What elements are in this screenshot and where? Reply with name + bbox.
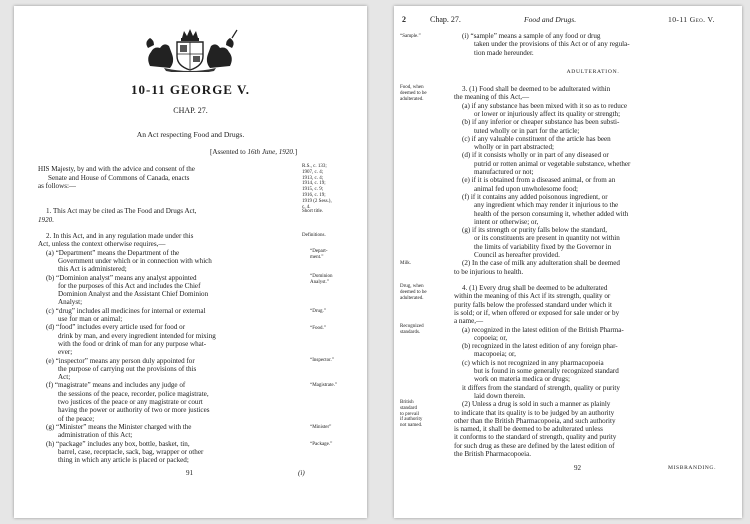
page-91	[14, 6, 367, 518]
s3-line: (e) if it is obtained from a diseased animal, or from an	[462, 176, 616, 185]
s3-line: tuted wholly or in part for the article;	[474, 126, 580, 135]
enacting-line-1: HIS Majesty, by and with the advice and consent of the	[38, 165, 195, 173]
s3-line: health of the person consuming it, whether added with	[474, 209, 629, 218]
s3-line: intent or otherwise; or,	[474, 217, 539, 226]
s2-line: ever;	[58, 348, 73, 357]
s3-line: (a) if any substance has been mixed with it so as to reduce	[462, 101, 628, 110]
s2-line: (b) “Dominion analyst” means any analyst appointed	[46, 273, 197, 282]
s2-line: (e) “inspector” means any person duly appointed for	[46, 356, 195, 365]
s4-line: copoeia; or,	[474, 333, 508, 342]
s2-line: having the power or authority of two or more justices	[58, 406, 210, 415]
running-regnal-year: 10-11 Geo. V.	[668, 15, 715, 24]
section-1-line-2: 1920.	[38, 215, 54, 224]
s3-line: (f) if it contains any added poisonous ingredient, or	[462, 192, 608, 201]
s2-line: Government under which or in connection with which	[58, 256, 212, 265]
margin-package: “Package.”	[310, 442, 333, 447]
s3-line: or lower or injuriously affect its quality or strength;	[474, 109, 621, 118]
s3-line: wholly or in part abstracted;	[474, 143, 554, 152]
s4-line: a name,—	[454, 317, 484, 326]
s4-line: within the meaning of this Act if its strength, quality or	[454, 292, 611, 301]
margin-food-adulterated: Food, when deemed to be adulterated.	[400, 85, 427, 102]
s2-line: this Act is administered;	[58, 265, 127, 274]
s4-line: purity falls below the professed standard under which it	[454, 300, 612, 309]
margin-drug-adulterated: Drug, when deemed to be adulterated.	[400, 284, 427, 301]
s2-line: (f) “magistrate” means and includes any judge of	[46, 381, 186, 390]
page-number: 91	[186, 469, 194, 477]
margin-british-standard: British standard to prevail if authority not named.	[400, 400, 423, 429]
margin-recognized-standards: Recognized standards.	[400, 324, 424, 335]
margin-milk: Milk.	[400, 261, 411, 266]
s4-line: work on materia medica or drugs;	[474, 375, 570, 384]
running-title: Food and Drugs.	[524, 15, 577, 24]
s4-line: it conforms to the standard of strength, quality and purity	[454, 433, 617, 442]
margin-magistrate: “Magistrate.”	[310, 383, 338, 388]
catchword: MISBRANDING.	[668, 465, 717, 471]
s2-line: the purpose of carrying out the provisions of this	[58, 364, 197, 373]
margin-drug: “Drug.”	[310, 309, 326, 314]
s3-line: Council as hereafter provided.	[474, 251, 560, 259]
running-page-number: 2	[402, 15, 406, 24]
margin-minister: “Minister”	[310, 425, 332, 430]
s2-line: (h) “package” includes any box, bottle, basket, tin,	[46, 439, 190, 448]
s4-line: (b) recognized in the latest edition of any foreign phar-	[462, 342, 618, 351]
s2-line: barrel, case, receptacle, sack, bag, wrapper or other	[58, 447, 204, 456]
s4-line: (c) which is not recognized in any pharmacopoeia	[462, 358, 604, 367]
s3-line: putrid or rotten animal or vegetable substance, whether	[474, 159, 631, 168]
s2-line: Analyst;	[58, 298, 83, 307]
s2-line: 2. In this Act, and in any regulation made under this	[46, 232, 194, 240]
s3-line: (d) if it consists wholly or in part of any diseased or	[462, 151, 609, 160]
s3-line: to be injurious to health.	[454, 267, 524, 276]
s2-line: (a) “Department” means the Department of the	[46, 248, 180, 257]
s4-line: macopoeia; or,	[474, 350, 516, 359]
reign-header: 10-11 GEORGE V.	[131, 82, 250, 97]
margin-sample: “Sample.”	[400, 34, 421, 39]
s4-line: but is found in some generally recognized standard	[474, 367, 619, 375]
s2-line: of the peace;	[58, 414, 95, 423]
statute-references: R.S., c. 133; 1907, c. 4; 1913, c. 4; 1914, c. 19; 1915, c. 9; 1916, c. 19; 1919 (2 Sess.), c. 4.	[302, 164, 332, 210]
s3-line: (b) if any inferior or cheaper substance has been substi-	[462, 118, 620, 127]
s4-line: to indicate that its quality is to be judged by an authority	[454, 408, 615, 417]
page-92	[394, 6, 742, 518]
s4-line: the British Pharmacopoeia.	[454, 450, 532, 458]
s3-line: 3. (1) Food shall be deemed to be adulterated within	[462, 85, 611, 93]
s2-line: for the purposes of this Act and includes the Chief	[58, 281, 201, 290]
s2-line: with the food or drink of man for any purpose what-	[58, 339, 207, 348]
s4-line: is sold; or if, when offered or exposed for sale under or by	[454, 308, 620, 317]
chapter-heading: CHAP. 27.	[173, 106, 208, 115]
s3-line: animal fed upon unwholesome food;	[474, 184, 579, 193]
enacting-line-2: Senate and House of Commons of Canada, enacts	[48, 173, 190, 182]
footer-page-number: 92	[574, 464, 582, 472]
s4-line: (2) Unless a drug is sold in such a manner as plainly	[462, 400, 611, 409]
s2-line: Dominion Analyst and the Assistant Chief Dominion	[58, 290, 209, 299]
s2-line: thing in which any article is placed or packed;	[58, 456, 189, 465]
s2-line: the sessions of the peace, recorder, police magistrate,	[58, 389, 209, 398]
running-chapter: Chap. 27.	[430, 15, 461, 24]
section-1-line-1: 1. This Act may be cited as The Food and Drugs Act,	[46, 207, 197, 215]
s2-line: (c) “drug” includes all medicines for internal or external	[46, 306, 206, 315]
s2-line: Act;	[58, 373, 71, 382]
s4-line: laid down therein.	[474, 391, 526, 400]
s3-line: the limits of variability fixed by the Governor in	[474, 242, 612, 251]
adulteration-heading: ADULTERATION.	[566, 69, 620, 75]
margin-definitions: Definitions.	[302, 233, 326, 238]
royal-coat-of-arms	[142, 28, 238, 72]
s2-line: use for man or animal;	[58, 315, 123, 323]
assent-line: [Assented to 16th June, 1920.]	[210, 148, 298, 156]
sample-line: taken under the provisions of this Act or of any regula-	[474, 40, 630, 49]
s3-line: (c) if any valuable constituent of the article has been	[462, 134, 611, 143]
signature-mark: (i)	[298, 469, 305, 477]
s4-line: it differs from the standard of strength, quality or purity	[462, 383, 620, 392]
s2-line: two justices of the peace or any magistrate or court	[58, 398, 203, 406]
s2-line: Act, unless the context otherwise requires,—	[38, 240, 166, 249]
s2-line: administration of this Act;	[58, 431, 133, 440]
s4-line: other than the British Pharmacopoeia, and such authority	[454, 416, 616, 425]
sample-line: tion made hereunder.	[474, 48, 534, 57]
s4-line: for such drug as these are defined by the latest edition of	[454, 441, 615, 450]
margin-dominion-analyst: “Dominion Analyst.”	[310, 274, 333, 285]
s2-line: drink by man, and every ingredient intended for mixing	[58, 331, 216, 340]
s3-line: or its constituents are present in quantity not within	[474, 234, 620, 243]
margin-inspector: “Inspector.”	[310, 358, 335, 363]
enacting-line-3: as follows:—	[38, 182, 77, 190]
s3-line: the meaning of this Act,—	[454, 93, 530, 102]
margin-department: “Depart- ment.”	[310, 249, 328, 260]
s3-line: (g) if its strength or purity falls below the standard,	[462, 226, 607, 235]
s2-line: (d) “food” includes every article used for food or	[46, 323, 186, 332]
s2-line: (g) “Minister” means the Minister charged with the	[46, 422, 192, 431]
sample-line: (i) “sample” means a sample of any food or drug	[462, 32, 601, 40]
margin-food: “Food.”	[310, 326, 326, 331]
s4-line: (a) recognized in the latest edition of the British Pharma-	[462, 325, 624, 334]
act-title: An Act respecting Food and Drugs.	[136, 130, 245, 139]
s3-line: (2) In the case of milk any adulteration shall be deemed	[462, 259, 620, 268]
short-title-margin: Short title.	[302, 209, 324, 214]
s3-line: any ingredient which may render it injurious to the	[474, 201, 619, 210]
s4-line: is named, it shall be deemed to be adulterated unless	[454, 425, 603, 434]
s3-line: manufactured or not;	[474, 168, 534, 176]
s4-line: 4. (1) Every drug shall be deemed to be adulterated	[462, 284, 608, 292]
